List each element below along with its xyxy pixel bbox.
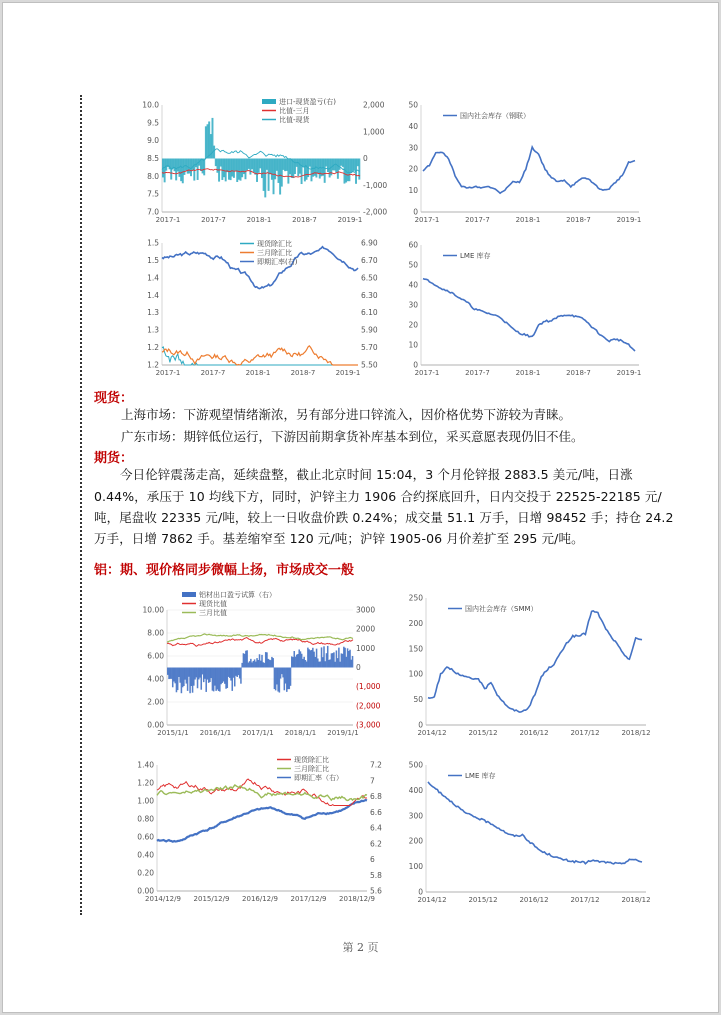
y-tick-label: 50	[413, 695, 423, 705]
y-right-tick-label: 6.70	[361, 255, 378, 265]
y-tick-label: 1.4	[147, 290, 159, 300]
export-pnl-bar	[240, 668, 242, 684]
y-tick-label: 60	[408, 240, 418, 250]
y-tick-label: 10	[408, 186, 418, 196]
y-right-tick-label: 2,000	[363, 100, 385, 110]
y-tick-label: 20	[408, 320, 418, 330]
y-tick-label: 1.20	[137, 778, 154, 788]
x-tick-label: 2018-1	[245, 369, 271, 377]
chart-svg	[399, 95, 647, 230]
legend-swatch	[182, 592, 196, 597]
chart-svg	[399, 235, 647, 385]
chart-svg	[131, 751, 389, 911]
three-month-ratio-line	[162, 346, 358, 365]
three-month-ratio-line	[167, 634, 353, 642]
y-right-tick-label: 6.50	[361, 273, 378, 283]
document-page	[2, 2, 719, 1013]
x-tick-label: 2014/12	[417, 729, 447, 737]
legend-label: 国内社会库存（SMM）	[465, 605, 538, 613]
x-tick-label: 2018-1	[515, 369, 541, 377]
y-right-tick-label: -1,000	[363, 180, 388, 190]
x-tick-label: 2017-1	[155, 216, 181, 224]
chart-svg	[131, 588, 389, 743]
y-tick-label: 50	[408, 260, 418, 270]
zinc-social-stock-chart	[399, 95, 647, 230]
al-lme-stock-chart	[396, 755, 654, 910]
x-tick-label: 2018-1	[515, 216, 541, 224]
pnl-bar	[213, 146, 215, 159]
y-tick-label: 0	[418, 720, 423, 730]
y-tick-label: 0.60	[137, 832, 154, 842]
y-tick-label: 50	[408, 100, 418, 110]
x-tick-label: 2016/1/1	[199, 729, 232, 737]
page-number: 第 2 页	[342, 941, 379, 954]
x-tick-label: 2017-1	[414, 216, 440, 224]
y-tick-label: 1.4	[147, 273, 159, 283]
stock-line	[428, 782, 642, 864]
x-tick-label: 2016/12/9	[242, 895, 278, 903]
x-tick-label: 2018/12	[621, 729, 651, 737]
x-tick-label: 2019/1/1	[327, 729, 359, 737]
y-tick-label: 100	[408, 862, 423, 872]
margin-dotted-line	[80, 95, 82, 915]
y-tick-label: 100	[408, 669, 423, 679]
futures-heading: 期货：	[94, 451, 134, 466]
legend-label: 三月比值	[199, 609, 227, 617]
y-tick-label: 1.5	[147, 255, 159, 265]
y-right-tick-label: 6.30	[361, 290, 378, 300]
chart-svg	[138, 235, 390, 385]
y-tick-label: 8.0	[147, 171, 159, 181]
x-tick-label: 2016/12	[519, 896, 549, 904]
y-right-tick-label: 5.50	[361, 360, 378, 370]
x-tick-label: 2017-7	[200, 369, 226, 377]
al-import-ratio-chart	[131, 588, 389, 743]
legend-label: 现货比值	[199, 600, 227, 608]
export-pnl-bar	[272, 658, 274, 667]
y-tick-label: 200	[408, 836, 423, 846]
y-tick-label: 0	[413, 207, 418, 217]
y-tick-label: 9.5	[147, 118, 159, 128]
legend-label: LME 库存	[465, 772, 496, 780]
pnl-bar	[203, 159, 205, 176]
legend-label: 即期汇率（右）	[294, 774, 343, 782]
legend-swatch	[262, 99, 276, 104]
chart-svg	[138, 95, 390, 230]
y-tick-label: 0.20	[137, 868, 154, 878]
y-tick-label: 10.00	[142, 605, 164, 615]
x-tick-label: 2016/12	[519, 729, 549, 737]
legend-label: 铝材出口盈亏试算（右）	[199, 591, 276, 599]
x-tick-label: 2017/12	[570, 729, 600, 737]
y-tick-label: 6.00	[147, 651, 164, 661]
y-right-tick-label: 6.2	[370, 839, 382, 849]
y-right-tick-label: 1000	[356, 643, 376, 653]
export-pnl-bar	[352, 656, 354, 667]
x-tick-label: 2018-7	[566, 369, 591, 377]
x-tick-label: 2019-1	[335, 369, 361, 377]
legend-label: LME 库存	[460, 252, 491, 260]
zinc-ratio-fx-chart	[138, 235, 390, 385]
y-tick-label: 1.3	[147, 325, 159, 335]
zinc-import-ratio-chart	[138, 95, 390, 230]
three-month-ratio-line	[157, 785, 367, 801]
y-tick-label: 8.00	[147, 628, 164, 638]
y-right-tick-label: 6	[370, 855, 375, 864]
y-tick-label: 150	[408, 644, 423, 654]
futures-line-4: 万手，日增 7862 手。基差缩窄至 120 元/吨；沪锌 1905-06 月价差扩至 295 元/吨。	[94, 531, 584, 546]
y-tick-label: 500	[408, 760, 423, 770]
futures-line-1: 今日伦锌震荡走高，延续盘整，截止北京时间 15:04，3 个月伦锌报 2883.5 美元/吨，日涨	[120, 467, 633, 482]
y-right-tick-label: (3,000	[356, 720, 381, 730]
x-tick-label: 2015/12	[468, 729, 498, 737]
x-tick-label: 2019-1	[337, 216, 363, 224]
y-tick-label: 0.80	[137, 814, 154, 824]
y-right-tick-label: 3000	[356, 605, 376, 615]
y-tick-label: 30	[408, 143, 418, 153]
x-tick-label: 2017-7	[465, 369, 490, 377]
stock-line	[428, 611, 642, 712]
legend-label: 即期汇率(右)	[257, 258, 298, 266]
futures-line-2: 0.44%，承压于 10 均线下方，同时，沪锌主力 1906 合约探底回升，日内交投于 22525-22185 元/	[94, 489, 662, 504]
y-right-tick-label: 5.6	[370, 886, 382, 896]
y-tick-label: 1.5	[147, 238, 159, 248]
y-tick-label: 40	[408, 121, 418, 131]
legend-label: 现货除汇比	[257, 240, 292, 248]
y-tick-label: 30	[408, 300, 418, 310]
y-tick-label: 20	[408, 164, 418, 174]
stock-line	[423, 147, 635, 193]
guangdong-market-text: 广东市场：期锌低位运行，下游因前期拿货补库基本到位，采买意愿表现仍旧不佳。	[121, 429, 584, 444]
y-tick-label: 0.00	[137, 886, 154, 896]
y-tick-label: 2.00	[147, 697, 164, 707]
y-right-tick-label: 2000	[356, 624, 376, 634]
stock-line	[423, 279, 635, 351]
y-tick-label: 0	[413, 360, 418, 370]
y-tick-label: 7.0	[147, 207, 159, 217]
legend-label: 比值-现货	[279, 116, 310, 124]
x-tick-label: 2019-1	[616, 216, 642, 224]
x-tick-label: 2015/1/1	[157, 729, 189, 737]
y-tick-label: 40	[408, 280, 418, 290]
pnl-bar	[358, 159, 360, 180]
x-tick-label: 2018/12/9	[339, 895, 375, 903]
legend-label: 比值-三月	[279, 107, 310, 115]
x-tick-label: 2014/12/9	[145, 895, 181, 903]
y-tick-label: 8.5	[147, 154, 159, 163]
x-tick-label: 2017/12	[570, 896, 600, 904]
y-right-tick-label: 0	[363, 154, 368, 163]
y-tick-label: 0	[418, 887, 423, 897]
y-right-tick-label: 6.90	[361, 238, 378, 248]
y-tick-label: 9.0	[147, 136, 159, 146]
x-tick-label: 2018-1	[246, 216, 272, 224]
x-tick-label: 2014/12	[417, 896, 447, 904]
y-right-tick-label: 5.90	[361, 325, 378, 335]
y-right-tick-label: 6.10	[361, 308, 378, 318]
x-tick-label: 2017/12/9	[290, 895, 327, 903]
fx-rate-line	[157, 800, 367, 842]
x-tick-label: 2017-1	[155, 369, 181, 377]
al-ratio-fx-chart	[131, 751, 389, 911]
y-right-tick-label: 0	[356, 663, 361, 672]
y-tick-label: 1.3	[147, 308, 159, 318]
legend-label: 三月除汇比	[294, 765, 329, 773]
y-tick-label: 10.0	[142, 100, 159, 110]
spot-heading: 现货：	[94, 391, 134, 406]
y-tick-label: 10	[408, 340, 418, 350]
chart-svg	[396, 755, 654, 910]
legend-label: 现货除汇比	[294, 756, 329, 764]
y-right-tick-label: -2,000	[363, 207, 388, 217]
y-right-tick-label: 5.70	[361, 343, 378, 353]
aluminium-heading: 铝：期、现价格同步微幅上扬，市场成交一般	[94, 563, 355, 578]
y-tick-label: 400	[408, 785, 423, 795]
y-tick-label: 1.40	[137, 760, 154, 770]
y-tick-label: 0.40	[137, 850, 154, 860]
y-right-tick-label: 6.6	[370, 807, 382, 817]
y-right-tick-label: 6.4	[370, 823, 382, 833]
x-tick-label: 2018-7	[292, 216, 317, 224]
x-tick-label: 2017-7	[465, 216, 490, 224]
zinc-lme-stock-chart	[399, 235, 647, 385]
y-right-tick-label: 1,000	[363, 127, 385, 137]
y-tick-label: 300	[408, 811, 423, 821]
x-tick-label: 2015/12/9	[193, 895, 230, 903]
x-tick-label: 2017/1/1	[242, 729, 274, 737]
y-tick-label: 1.2	[147, 360, 159, 370]
x-tick-label: 2019-1	[616, 369, 642, 377]
legend-label: 进口-现货盈亏(右)	[279, 98, 336, 106]
legend-label: 三月除汇比	[257, 249, 292, 257]
y-tick-label: 1.00	[137, 796, 154, 806]
y-right-tick-label: 6.8	[370, 792, 382, 801]
x-tick-label: 2017-1	[414, 369, 440, 377]
y-right-tick-label: (2,000	[356, 701, 381, 711]
x-tick-label: 2018/1/1	[284, 729, 317, 737]
y-right-tick-label: 5.8	[370, 870, 382, 880]
shanghai-market-text: 上海市场：下游观望情绪渐浓，另有部分进口锌流入，因价格优势下游较为青睐。	[121, 407, 572, 422]
y-right-tick-label: 7.2	[370, 760, 382, 770]
y-tick-label: 250	[408, 593, 423, 603]
y-tick-label: 1.2	[147, 343, 159, 353]
x-tick-label: 2017-7	[201, 216, 226, 224]
y-right-tick-label: 7	[370, 776, 375, 786]
y-tick-label: 200	[408, 618, 423, 628]
legend-label: 国内社会库存（钢联）	[460, 112, 530, 120]
al-social-stock-chart	[396, 588, 654, 743]
y-tick-label: 0.00	[147, 720, 164, 730]
export-pnl-bar	[290, 668, 292, 686]
futures-line-3: 吨，尾盘收 22335 元/吨，较上一日收盘价跌 0.24%；成交量 51.1 万手，日增 98452 手；持仓 24.2	[94, 510, 674, 525]
chart-svg	[396, 588, 654, 743]
x-tick-label: 2015/12	[468, 896, 498, 904]
y-right-tick-label: (1,000	[356, 682, 381, 692]
y-tick-label: 7.5	[147, 189, 159, 199]
y-tick-label: 4.00	[147, 674, 164, 684]
spot-ratio-line	[167, 638, 353, 647]
x-tick-label: 2018-7	[290, 369, 316, 377]
x-tick-label: 2018/12	[621, 896, 651, 904]
x-tick-label: 2018-7	[566, 216, 591, 224]
